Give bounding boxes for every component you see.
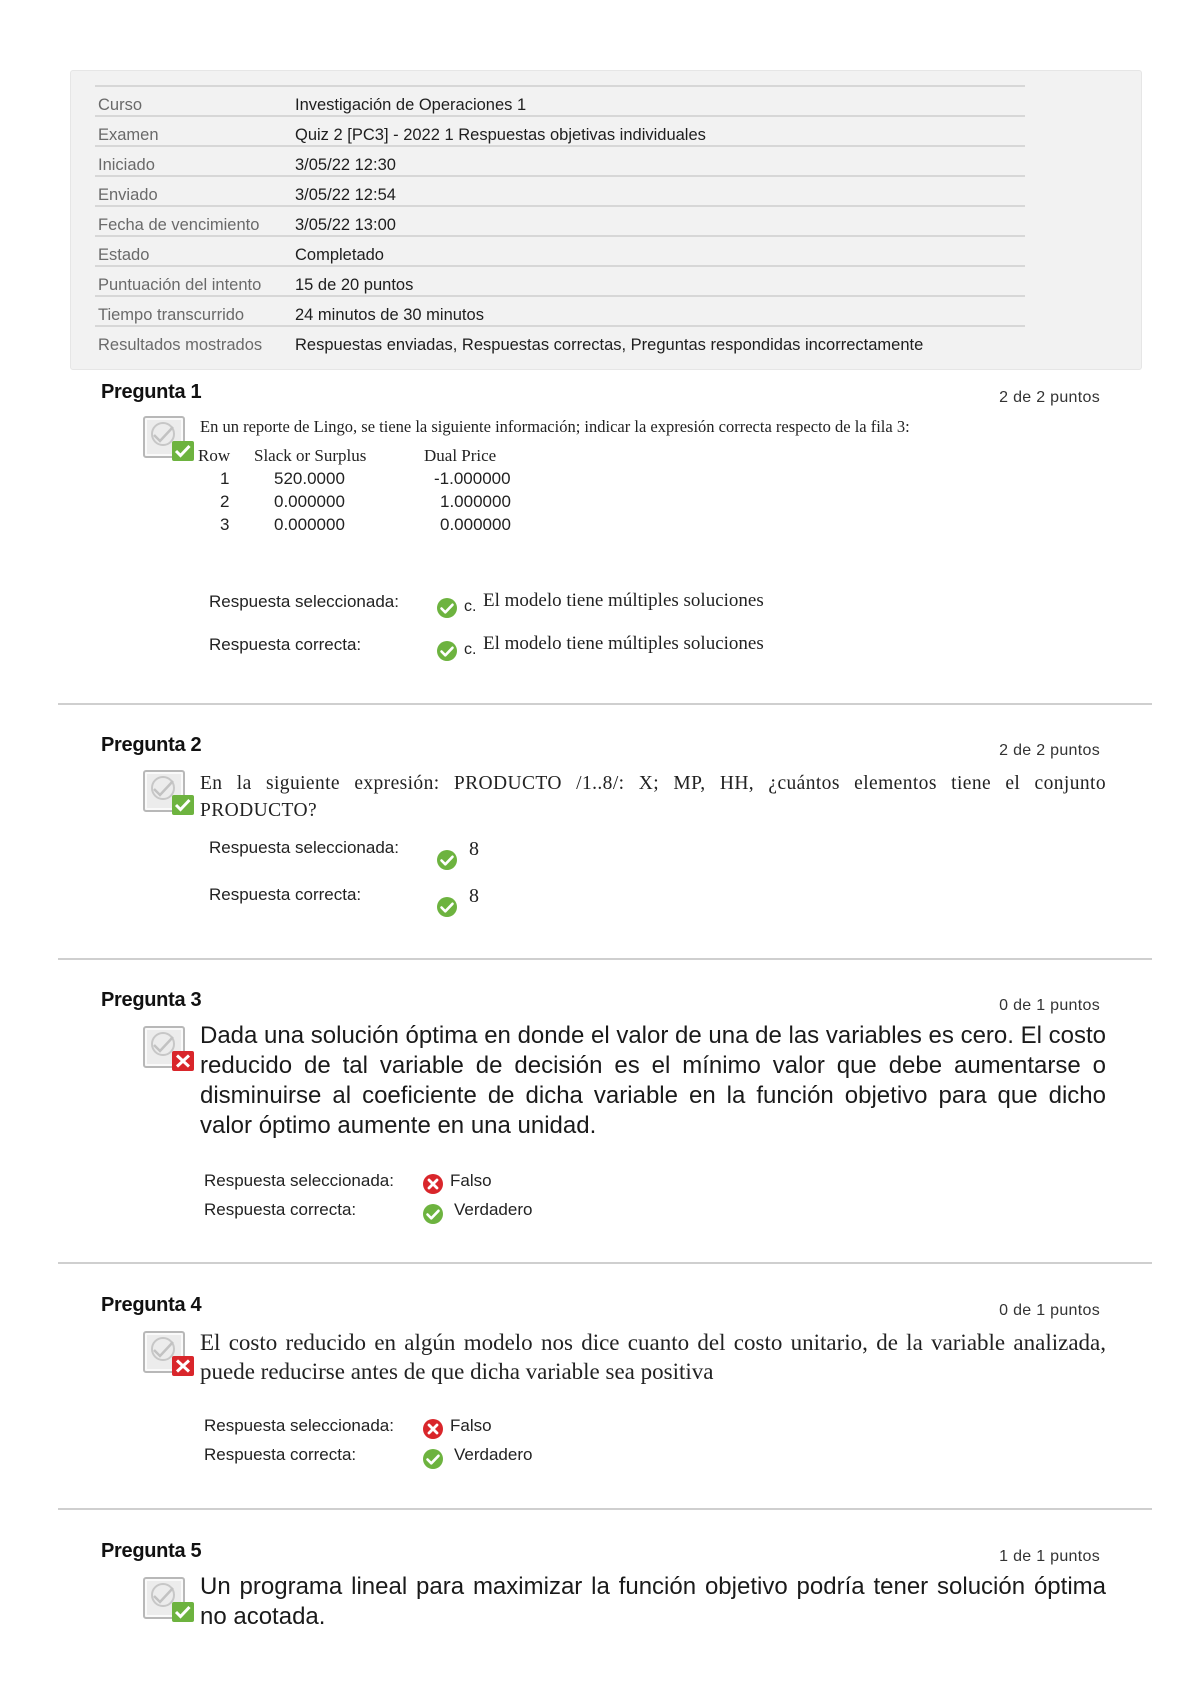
correct-answer-value: Verdadero bbox=[454, 1445, 533, 1464]
summary-value: 24 minutos de 30 minutos bbox=[292, 296, 1025, 326]
summary-key: Examen bbox=[95, 116, 292, 146]
question-text: En un reporte de Lingo, se tiene la siguiente información; indicar la expresión correcta respecto de la fila 3: bbox=[200, 417, 910, 436]
question-text: En la siguiente expresión: PRODUCTO /1..8/: X; MP, HH, ¿cuántos elementos tiene el conjunto PRODUCTO? bbox=[200, 773, 1106, 821]
selected-answer-label: Respuesta seleccionada: bbox=[204, 1171, 394, 1190]
question-points: 2 de 2 puntos bbox=[999, 742, 1100, 759]
summary-value: Respuestas enviadas, Respuestas correctas, Preguntas respondidas incorrectamente bbox=[292, 326, 1025, 355]
summary-key: Fecha de vencimiento bbox=[95, 206, 292, 236]
question-text: Dada una solución óptima en donde el valor de una de las variables es cero. El costo reducido de tal variable de decisión es el mínimo valor que debe aumentarse o disminuirse al coeficiente de dicha variable en la función objetivo para que dicho valor óptimo aumente en una unidad. bbox=[200, 1022, 1106, 1139]
summary-row-tiempo bbox=[95, 296, 1025, 326]
question-text: Un programa lineal para maximizar la función objetivo podría tener solución óptima no acotada. bbox=[200, 1573, 1106, 1630]
attempt-summary bbox=[70, 70, 1142, 370]
summary-key: Puntuación del intento bbox=[95, 266, 292, 296]
question-divider bbox=[58, 703, 1152, 705]
incorrect-answer-icon bbox=[422, 1418, 444, 1440]
summary-value: Quiz 2 [PC3] - 2022 1 Respuestas objetivas individuales bbox=[292, 116, 1025, 146]
table-row bbox=[198, 490, 511, 513]
selected-answer-label: Respuesta seleccionada: bbox=[209, 592, 399, 611]
table-cell: 0.000000 bbox=[440, 514, 511, 534]
question-points: 0 de 1 puntos bbox=[999, 1302, 1100, 1319]
summary-value: Investigación de Operaciones 1 bbox=[292, 86, 1025, 116]
correct-answer-icon bbox=[436, 640, 458, 662]
selected-answer-value: 8 bbox=[469, 838, 479, 860]
summary-key: Iniciado bbox=[95, 146, 292, 176]
selected-answer-value: El modelo tiene múltiples soluciones bbox=[483, 590, 764, 611]
summary-row-curso bbox=[95, 86, 1025, 116]
correct-answer-icon bbox=[436, 597, 458, 619]
question-text: El costo reducido en algún modelo nos dice cuanto del costo unitario, de la variable analizada, puede reducirse antes de que dicha variable sea positiva bbox=[200, 1330, 1106, 1384]
summary-row-examen bbox=[95, 116, 1025, 146]
table-cell: 1 bbox=[220, 468, 230, 488]
question-points: 0 de 1 puntos bbox=[999, 997, 1100, 1014]
summary-row-vencimiento bbox=[95, 206, 1025, 236]
correct-answer-value: Verdadero bbox=[454, 1200, 533, 1219]
correct-answer-icon bbox=[422, 1203, 444, 1225]
table-cell: -1.000000 bbox=[434, 468, 511, 488]
correct-answer-label: Respuesta correcta: bbox=[204, 1200, 357, 1219]
lingo-report bbox=[198, 444, 511, 536]
lingo-report-table bbox=[198, 444, 511, 536]
question-divider bbox=[58, 958, 1152, 960]
question-correct-icon bbox=[143, 414, 195, 462]
column-header: Slack or Surplus bbox=[254, 445, 367, 465]
table-cell: 520.0000 bbox=[274, 468, 345, 488]
selected-answer-value: Falso bbox=[450, 1171, 492, 1190]
correct-answer-value: 8 bbox=[469, 885, 479, 907]
correct-answer-value: El modelo tiene múltiples soluciones bbox=[483, 633, 764, 654]
attempt-summary-table bbox=[95, 85, 1025, 355]
column-header: Row bbox=[198, 445, 231, 465]
table-cell: 2 bbox=[220, 491, 230, 511]
table-cell: 0.000000 bbox=[274, 491, 345, 511]
selected-answer-label: Respuesta seleccionada: bbox=[204, 1416, 394, 1435]
correct-answer-icon bbox=[436, 896, 458, 918]
question-title: Pregunta 1 bbox=[101, 381, 202, 403]
column-header: Dual Price bbox=[424, 445, 497, 465]
table-cell: 1.000000 bbox=[440, 491, 511, 511]
summary-value: 3/05/22 13:00 bbox=[292, 206, 1025, 236]
correct-answer-label: Respuesta correcta: bbox=[204, 1445, 357, 1464]
answer-letter: c. bbox=[464, 598, 477, 615]
summary-row-enviado bbox=[95, 176, 1025, 206]
summary-value: Completado bbox=[292, 236, 1025, 266]
summary-key: Tiempo transcurrido bbox=[95, 296, 292, 326]
question-correct-icon bbox=[143, 768, 195, 816]
table-row bbox=[198, 467, 511, 490]
summary-key: Curso bbox=[95, 86, 292, 116]
summary-row-iniciado bbox=[95, 146, 1025, 176]
correct-answer-label: Respuesta correcta: bbox=[209, 635, 362, 654]
correct-answer-label: Respuesta correcta: bbox=[209, 885, 362, 904]
selected-answer-value: Falso bbox=[450, 1416, 492, 1435]
question-points: 1 de 1 puntos bbox=[999, 1548, 1100, 1565]
summary-value: 15 de 20 puntos bbox=[292, 266, 1025, 296]
summary-row-puntuacion bbox=[95, 266, 1025, 296]
question-divider bbox=[58, 1508, 1152, 1510]
selected-answer-label: Respuesta seleccionada: bbox=[209, 838, 399, 857]
question-title: Pregunta 4 bbox=[101, 1294, 202, 1316]
lingo-report-header bbox=[198, 444, 511, 467]
summary-row-resultados bbox=[95, 326, 1025, 355]
question-incorrect-icon bbox=[143, 1329, 195, 1377]
question-points: 2 de 2 puntos bbox=[999, 389, 1100, 406]
correct-answer-icon bbox=[422, 1448, 444, 1470]
summary-value: 3/05/22 12:30 bbox=[292, 146, 1025, 176]
summary-value: 3/05/22 12:54 bbox=[292, 176, 1025, 206]
summary-row-estado bbox=[95, 236, 1025, 266]
summary-key: Enviado bbox=[95, 176, 292, 206]
correct-answer-icon bbox=[436, 849, 458, 871]
question-title: Pregunta 5 bbox=[101, 1540, 202, 1562]
answer-letter: c. bbox=[464, 641, 477, 658]
question-divider bbox=[58, 1262, 1152, 1264]
question-title: Pregunta 2 bbox=[101, 734, 202, 756]
summary-key: Estado bbox=[95, 236, 292, 266]
table-cell: 3 bbox=[220, 514, 230, 534]
question-incorrect-icon bbox=[143, 1024, 195, 1072]
table-cell: 0.000000 bbox=[274, 514, 345, 534]
incorrect-answer-icon bbox=[422, 1173, 444, 1195]
question-title: Pregunta 3 bbox=[101, 989, 202, 1011]
table-row bbox=[198, 513, 511, 536]
summary-key: Resultados mostrados bbox=[95, 326, 292, 355]
question-correct-icon bbox=[143, 1575, 195, 1623]
